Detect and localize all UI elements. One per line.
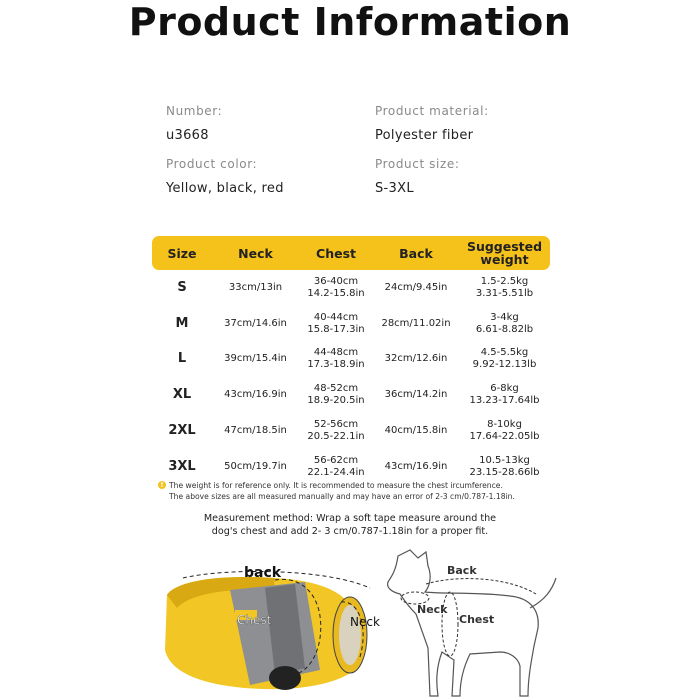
cell-size-size: M xyxy=(175,315,189,331)
info-material-value: Polyester fiber xyxy=(375,128,474,143)
dog-illustration xyxy=(370,548,560,700)
info-material xyxy=(375,104,489,143)
table-row xyxy=(152,342,550,378)
header-weight xyxy=(459,240,550,266)
cell-weight-weight-kg: 8-10kg xyxy=(487,419,522,431)
info-size xyxy=(375,157,460,196)
cell-chest xyxy=(299,419,373,443)
cell-size-size: 3XL xyxy=(168,458,196,474)
header-weight-word-0: Suggested xyxy=(466,239,543,254)
cell-weight xyxy=(459,419,550,443)
cell-weight-weight-lb: 9.92-12.13lb xyxy=(472,359,537,371)
info-number-label: Number: xyxy=(166,104,223,118)
cell-weight-weight-lb: 23.15-28.66lb xyxy=(469,466,540,478)
cell-back-back: 28cm/11.02in xyxy=(381,317,451,329)
measurement-method xyxy=(175,512,525,538)
cell-weight-weight-kg: 6-8kg xyxy=(490,383,519,395)
header-chest: Chest xyxy=(316,245,356,261)
size-table-body xyxy=(152,270,550,485)
header-neck: Neck xyxy=(238,245,273,261)
cell-chest-chest-cm: 52-56cm xyxy=(313,419,359,431)
size-table-header xyxy=(152,236,550,270)
cell-back xyxy=(373,318,459,330)
cell-weight xyxy=(459,383,550,407)
cell-weight-weight-lb: 6.61-8.82lb xyxy=(475,323,534,335)
cell-chest-chest-in: 17.3-18.9in xyxy=(307,359,365,371)
cell-neck xyxy=(212,461,299,473)
cell-weight xyxy=(459,347,550,371)
cell-chest-chest-in: 18.9-20.5in xyxy=(307,395,365,407)
cell-back xyxy=(373,389,459,401)
cell-size xyxy=(152,425,212,437)
cell-chest-chest-cm: 44-48cm xyxy=(313,347,359,359)
cell-chest xyxy=(299,312,373,336)
cell-back xyxy=(373,461,459,473)
dog-neck-label: Neck xyxy=(417,603,448,616)
cell-chest-chest-cm: 40-44cm xyxy=(313,311,359,323)
dog-chest-measure xyxy=(442,592,458,656)
reference-note xyxy=(158,480,558,502)
cell-neck xyxy=(212,425,299,437)
cell-back xyxy=(373,425,459,437)
cell-chest-chest-in: 15.8-17.3in xyxy=(307,323,365,335)
cell-size xyxy=(152,458,212,474)
jacket-back-label: back xyxy=(244,565,282,581)
cell-weight-weight-lb: 3.31-5.51lb xyxy=(475,287,534,299)
cell-neck xyxy=(212,282,299,294)
cell-weight-weight-lb: 17.64-22.05lb xyxy=(469,431,540,443)
table-row xyxy=(152,306,550,342)
cell-neck-neck: 43cm/16.9in xyxy=(224,389,287,401)
cell-size-size: L xyxy=(177,351,187,367)
dog-back-label: Back xyxy=(447,564,477,577)
info-number xyxy=(166,104,222,143)
cell-weight-weight-lb: 13.23-17.64lb xyxy=(469,395,540,407)
info-icon: ! xyxy=(158,481,166,489)
table-row xyxy=(152,413,550,449)
header-weight-word-1: weight xyxy=(480,252,529,267)
table-row xyxy=(152,270,550,306)
cell-neck-neck: 50cm/19.7in xyxy=(224,460,287,472)
header-size: Size xyxy=(167,245,197,261)
cell-size-size: S xyxy=(177,279,187,295)
cell-neck-neck: 37cm/14.6in xyxy=(224,317,287,329)
cell-neck xyxy=(212,389,299,401)
note-line-1: The weight is for reference only. It is recommended to measure the chest ircumference. xyxy=(169,481,503,490)
cell-neck xyxy=(212,353,299,365)
jacket-neck-label: Neck xyxy=(350,615,380,629)
info-color-label: Product color: xyxy=(166,157,258,171)
cell-weight-weight-kg: 4.5-5.5kg xyxy=(480,347,529,359)
header-back: Back xyxy=(399,245,433,261)
cell-size xyxy=(152,315,212,331)
method-line-2: dog's chest and add 2- 3 cm/0.787-1.18in for a proper fit. xyxy=(211,526,489,537)
cell-chest-chest-cm: 36-40cm xyxy=(313,275,359,287)
cell-chest-chest-in: 14.2-15.8in xyxy=(307,287,365,299)
info-size-value: S-3XL xyxy=(375,181,414,196)
cell-neck-neck: 33cm/13in xyxy=(228,281,283,293)
method-line-1: Measurement method: Wrap a soft tape measure around the xyxy=(203,513,497,524)
cell-size-size: 2XL xyxy=(168,423,196,439)
cell-weight xyxy=(459,455,550,479)
cell-back-back: 36cm/14.2in xyxy=(384,389,448,401)
info-number-value: u3668 xyxy=(166,128,209,143)
jacket-chest-label: Chest xyxy=(237,613,272,627)
dog-chest-label: Chest xyxy=(459,613,495,626)
cell-chest xyxy=(299,383,373,407)
cell-weight xyxy=(459,312,550,336)
cell-chest xyxy=(299,276,373,300)
cell-neck xyxy=(212,318,299,330)
dog-back-measure xyxy=(426,579,536,594)
cell-size xyxy=(152,279,212,295)
cell-back-back: 40cm/15.8in xyxy=(384,425,448,437)
cell-chest xyxy=(299,347,373,371)
cell-weight-weight-kg: 1.5-2.5kg xyxy=(480,275,529,287)
cell-neck-neck: 39cm/15.4in xyxy=(224,353,287,365)
cell-size xyxy=(152,353,212,365)
cell-size-size: XL xyxy=(172,387,192,403)
cell-chest xyxy=(299,455,373,479)
note-line-2: The above sizes are all measured manually and may have an error of 2-3 cm/0.787-1.18in. xyxy=(169,492,515,501)
cell-neck-neck: 47cm/18.5in xyxy=(224,425,287,437)
cell-back-back: 43cm/16.9in xyxy=(384,460,448,472)
jacket-leg-hole xyxy=(269,666,301,690)
cell-chest-chest-cm: 48-52cm xyxy=(313,383,359,395)
info-color-value: Yellow, black, red xyxy=(166,181,284,196)
cell-chest-chest-in: 22.1-24.4in xyxy=(307,466,365,478)
info-material-label: Product material: xyxy=(375,104,489,118)
cell-weight-weight-kg: 10.5-13kg xyxy=(479,454,530,466)
cell-weight xyxy=(459,276,550,300)
info-color xyxy=(166,157,284,196)
cell-size xyxy=(152,389,212,401)
jacket-lining xyxy=(339,605,361,665)
cell-back xyxy=(373,353,459,365)
cell-chest-chest-in: 20.5-22.1in xyxy=(307,431,365,443)
info-size-label: Product size: xyxy=(375,157,460,171)
cell-weight-weight-kg: 3-4kg xyxy=(490,311,519,323)
size-table xyxy=(152,236,550,485)
cell-back xyxy=(373,282,459,294)
cell-back-back: 24cm/9.45in xyxy=(384,281,448,293)
cell-back-back: 32cm/12.6in xyxy=(384,353,448,365)
page-title: Product Information xyxy=(128,0,572,44)
table-row xyxy=(152,377,550,413)
jacket-illustration xyxy=(155,560,405,700)
cell-chest-chest-cm: 56-62cm xyxy=(313,454,359,466)
